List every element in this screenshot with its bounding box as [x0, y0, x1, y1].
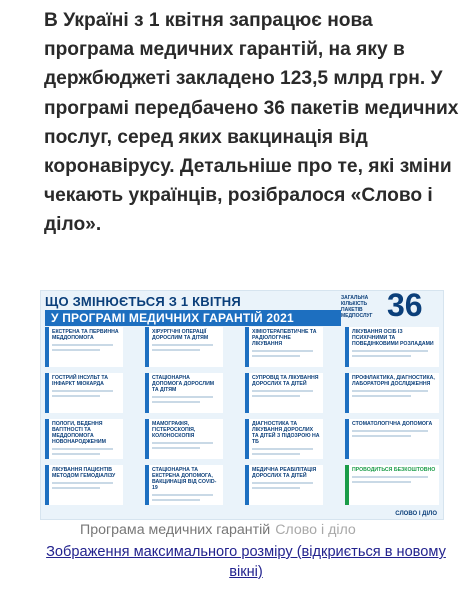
service-tile: [45, 465, 123, 505]
image-caption: [80, 522, 356, 538]
full-size-image-link[interactable]: Зображення максимального розміру (відкриється в новому вікні): [46, 544, 446, 580]
caption-text: Програма медичних гарантій: [80, 522, 271, 538]
service-tile: [345, 419, 439, 459]
tile-label: СТОМАТОЛОГІЧНА ДОПОМОГА: [352, 421, 433, 427]
infographic-title: [45, 295, 341, 323]
service-tile: [145, 419, 223, 459]
service-tile: [145, 327, 223, 367]
caption-credit: Слово і діло: [275, 522, 356, 538]
service-tile: [345, 465, 439, 505]
service-tile: [245, 465, 323, 505]
tile-label: МАМОГРАФІЯ, ГІСТЕРОСКОПІЯ, КОЛОНОСКОПІЯ: [152, 421, 196, 439]
tile-label: СТАЦІОНАРНА ДОПОМОГА ДОРОСЛИМ ТА ДІТЯМ: [152, 375, 215, 393]
service-tile: [245, 373, 323, 413]
infographic-title-line2: У ПРОГРАМІ МЕДИЧНИХ ГАРАНТІЙ 2021: [45, 310, 341, 326]
infographic-image[interactable]: [40, 290, 444, 520]
packages-count-value: 36: [387, 290, 423, 323]
tile-label: ХІМІОТЕРАПЕВТИЧНЕ ТА РАДІОЛОГІЧНЕ ЛІКУВАННЯ: [252, 329, 317, 347]
service-tile: [345, 373, 439, 413]
service-tile: [45, 327, 123, 367]
tile-label: СТАЦІОНАРНА ТА ЕКСТРЕНА ДОПОМОГА, ВАКЦИНАЦІЯ ВІД COVID-19: [152, 467, 217, 491]
tile-label: ПОЛОГИ, ВЕДЕННЯ ВАГІТНОСТІ ТА МЕДДОПОМОГА НОВОНАРОДЖЕНИМ: [52, 421, 106, 445]
article-lead-text: В Україні з 1 квітня запрацює нова програма медичних гарантій, на яку в держбюджеті закладено 123,5 млрд грн. У програмі передбачено 36 пакетів медичних послуг, серед яких вакцинація від коронавірусу. Детальніше про те, які зміни чекають українців, розібралося «Слово і діло».: [44, 10, 459, 236]
tile-label: ЛІКУВАННЯ ПАЦІЄНТІВ МЕТОДОМ ГЕМОДІАЛІЗУ: [52, 467, 116, 479]
service-tile: [245, 419, 323, 459]
infographic-footer: [45, 507, 439, 517]
tile-label: ЛІКУВАННЯ ОСІБ ІЗ ПСИХІЧНИМИ ТА ПОВЕДІНКОВИМИ РОЗЛАДАМИ: [352, 329, 434, 347]
infographic-title-line1: ЩО ЗМІНЮЄТЬСЯ З 1 КВІТНЯ: [45, 294, 241, 309]
service-tile: [145, 373, 223, 413]
slovo-i-dilo-logo: СЛОВО І ДІЛО: [395, 511, 437, 517]
service-tile: [345, 327, 439, 367]
packages-count: [341, 290, 439, 323]
service-tile: [45, 419, 123, 459]
service-tile: [145, 465, 223, 505]
service-tile: [45, 373, 123, 413]
infographic-tiles: [45, 327, 439, 507]
tile-label: ЕКСТРЕНА ТА ПЕРВИННА МЕДДОПОМОГА: [52, 329, 119, 341]
tile-label: ПРОВОДИТЬСЯ БЕЗКОШТОВНО: [352, 467, 436, 473]
tile-label: ПРОФІЛАКТИКА, ДІАГНОСТИКА, ЛАБОРАТОРНІ ДОСЛІДЖЕННЯ: [352, 375, 435, 387]
service-tile: [245, 327, 323, 367]
tile-label: ДІАГНОСТИКА ТА ЛІКУВАННЯ ДОРОСЛИХ ТА ДІТЕЙ З ПІДОЗРОЮ НА ТБ: [252, 421, 320, 445]
tile-label: ГОСТРИЙ ІНСУЛЬТ ТА ІНФАРКТ МІОКАРДА: [52, 375, 108, 387]
tile-label: МЕДИЧНА РЕАБІЛІТАЦІЯ ДОРОСЛИХ ТА ДІТЕЙ: [252, 467, 317, 479]
tile-label: СУПРОВІД ТА ЛІКУВАННЯ ДОРОСЛИХ ТА ДІТЕЙ: [252, 375, 319, 387]
packages-count-label: ЗАГАЛЬНА КІЛЬКІСТЬ ПАКЕТІВ МЕДПОСЛУГ: [341, 295, 373, 319]
tile-label: ХІРУРГІЧНІ ОПЕРАЦІЇ ДОРОСЛИМ ТА ДІТЯМ: [152, 329, 209, 341]
